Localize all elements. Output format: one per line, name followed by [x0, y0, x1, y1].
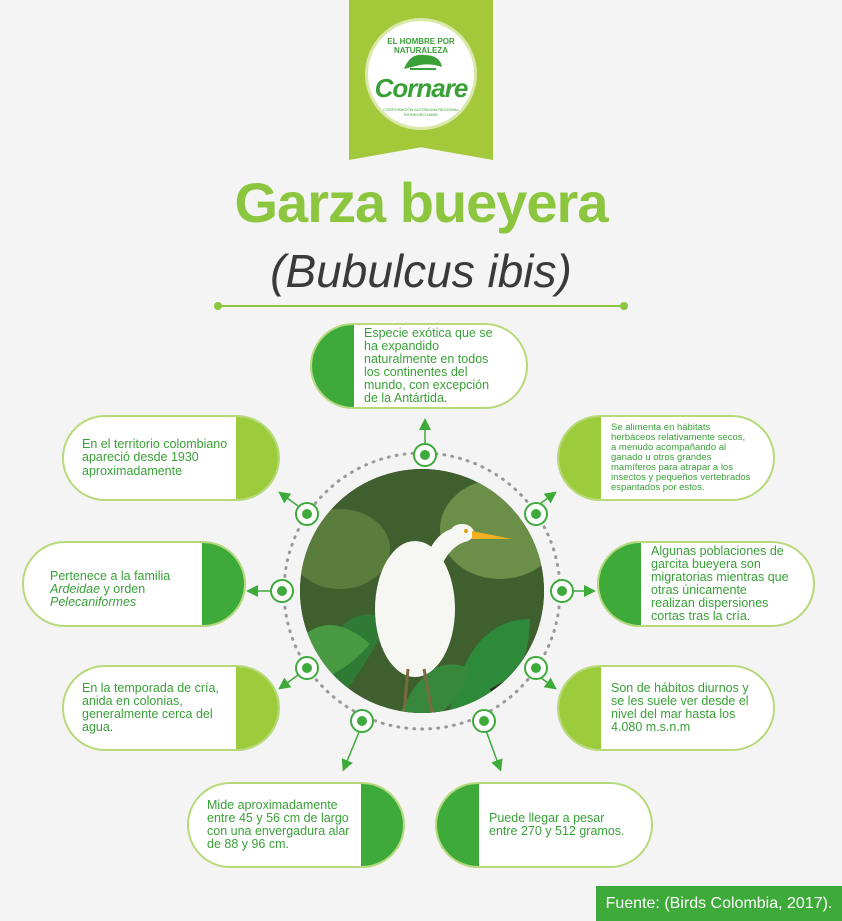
fact-text: Puede llegar a pesar entre 270 y 512 gramos. [489, 810, 625, 838]
fact-text: Algunas poblaciones de garcita bueyera son migratorias mientras que otras únicamente realizan dispersiones cortas tras la cría. [651, 543, 789, 624]
node-top-left [297, 504, 317, 524]
fact-size [187, 782, 405, 868]
family-prefix: Pertenece a la familia [50, 569, 171, 583]
node-bottom-left-upper [297, 658, 317, 678]
fact-diurnal [557, 665, 775, 751]
node-top [415, 445, 435, 465]
egret-illustration [300, 469, 544, 713]
fact-colombia [62, 415, 280, 501]
node-left [272, 581, 292, 601]
node-bottom-right-upper [526, 658, 546, 678]
logo-name: Cornare [374, 73, 468, 103]
fact-text: En la temporada de cría, anida en colonias, generalmente cerca del agua. [82, 680, 219, 735]
page-title: Garza bueyera [234, 171, 608, 234]
node-right [552, 581, 572, 601]
source-credit: Fuente: (Birds Colombia, 2017). [596, 886, 842, 921]
fact-weight [435, 782, 653, 868]
fact-migration [597, 541, 815, 627]
logo-subtitle: CORPORACIÓN AUTÓNOMA REGIONAL RIONEGRO-NARE [383, 107, 459, 117]
fact-exotic-species [310, 323, 528, 409]
node-bottom-right [474, 711, 494, 731]
egret-photo [300, 469, 544, 713]
fact-feeding [557, 415, 775, 501]
arrow-bottom-left-upper [283, 675, 298, 686]
order-name: Pelecaniformes [50, 595, 137, 610]
logo-arc-text: EL HOMBRE POR NATURALEZA [387, 37, 455, 55]
fact-text [50, 543, 194, 625]
arrow-bottom-right [484, 725, 499, 766]
scientific-name: (Bubulcus ibis) [270, 245, 572, 297]
node-top-right [526, 504, 546, 524]
arrow-top-left [283, 495, 298, 506]
fact-text: En el territorio colombiano apareció desde 1930 aproximadamente [82, 437, 228, 478]
family-middle: y orden [100, 582, 146, 597]
fact-text: Se alimenta en hábitats herbáceos relativamente secos, a menudo acompañando al ganado u otros grandes mamíferos para atrapar a los insectos y pequeños vertebrados espantados por estos. [611, 422, 751, 493]
family-name: Ardeidae [50, 582, 101, 597]
node-bottom-left [352, 711, 372, 731]
arrow-bottom-left [345, 725, 362, 766]
fact-family [22, 541, 246, 627]
fact-text: Son de hábitos diurnos y se les suele ver desde el nivel del mar hasta los 4.080 m.s.n.m [611, 680, 749, 735]
fact-breeding [62, 665, 280, 751]
fact-text: Mide aproximadamente entre 45 y 56 cm de largo con una envergadura alar de 88 y 96 cm. [207, 797, 350, 852]
fact-text: Especie exótica que se ha expandido naturalmente en todos los continentes del mundo, con excepción de la Antártida. [364, 325, 493, 406]
